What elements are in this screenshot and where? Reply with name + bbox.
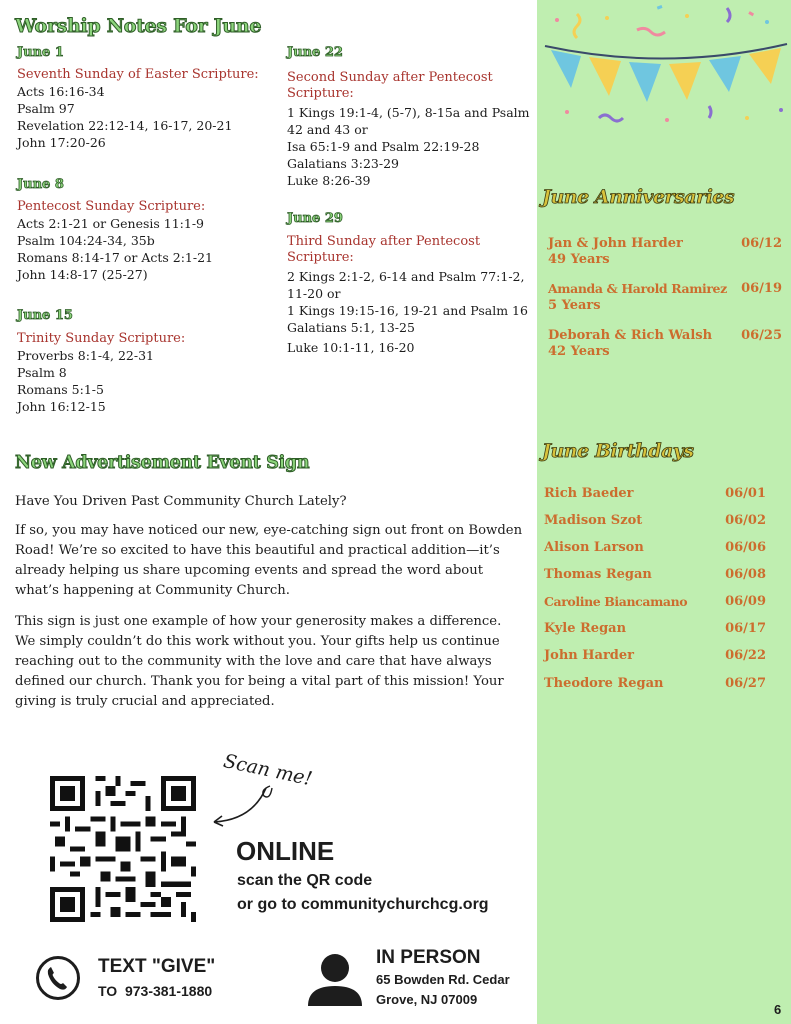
- anniversary-years: 42 Years: [548, 344, 610, 359]
- text-give-number[interactable]: TO 973-381-1880: [98, 983, 213, 999]
- anniversary-date: 06/12: [741, 236, 782, 251]
- birthday-date: 06/02: [725, 513, 766, 528]
- scripture-block-june-22: [287, 70, 537, 189]
- week-date-june-1: June 1: [17, 45, 64, 60]
- qr-code[interactable]: [50, 776, 196, 922]
- anniversary-date: 06/19: [741, 281, 782, 296]
- in-person-address-2: Grove, NJ 07009: [376, 992, 478, 1007]
- person-icon: [306, 950, 364, 1008]
- scripture-block-june-29: [287, 234, 537, 356]
- birthday-name: Kyle Regan: [544, 621, 627, 636]
- birthday-date: 06/01: [725, 486, 766, 501]
- birthday-item: [544, 540, 766, 555]
- scripture-line: John 16:12-15: [17, 399, 106, 414]
- sign-paragraph-1: If so, you may have noticed our new, eye-catching sign out front on Bowden Road! We’re so excited to have this beautiful and practical addition—it’s already helping us share upcoming events and spread the word about what’s happening at Community Church.: [15, 523, 523, 598]
- scripture-line: John 17:20-26: [17, 135, 106, 150]
- anniversary-date: 06/25: [741, 328, 782, 343]
- anniversary-years: 49 Years: [548, 252, 610, 267]
- scripture-line: Proverbs 8:1-4, 22-31: [17, 348, 155, 363]
- birthday-name: Madison Szot: [544, 513, 643, 528]
- birthday-date: 06/08: [725, 567, 766, 582]
- scripture-line: Galatians 5:1, 13-25: [287, 320, 415, 335]
- birthday-name: John Harder: [544, 648, 635, 663]
- curved-arrow-icon: [204, 780, 274, 830]
- sign-paragraph-2: This sign is just one example of how your generosity makes a difference. We simply couldn’t do this work without you. Your gifts help us continue reaching out to the community with the love and care that have always defined our church. Thank you for being a vital part of this mission! Your giving is truly crucial and appreciated.: [15, 614, 504, 709]
- birthday-item: [544, 513, 766, 528]
- scripture-line: 1 Kings 19:15-16, 19-21 and Psalm 16: [287, 303, 528, 318]
- scripture-heading: Trinity Sunday Scripture:: [17, 331, 186, 346]
- birthday-item: [544, 621, 766, 636]
- anniversary-years: 5 Years: [548, 298, 601, 313]
- worship-notes-title: Worship Notes For June: [15, 15, 262, 37]
- anniversaries-title: June Anniversaries: [542, 186, 735, 208]
- birthday-date: 06/06: [725, 540, 766, 555]
- text-give-title: TEXT "GIVE": [98, 956, 216, 977]
- scripture-block-june-1: [17, 67, 279, 151]
- sidebar-panel: [537, 0, 791, 1024]
- anniversary-item: [548, 328, 786, 359]
- scripture-line: 1 Kings 19:1-4, (5-7), 8-15a and Psalm 42 and 43 or: [287, 105, 530, 137]
- phone-icon: [35, 955, 81, 1001]
- birthday-name: Rich Baeder: [544, 486, 634, 501]
- scripture-line: 2 Kings 2:1-2, 6-14 and Psalm 77:1-2, 11-20 or: [287, 269, 525, 301]
- scripture-line: Acts 2:1-21 or Genesis 11:1-9: [17, 216, 205, 231]
- birthday-date: 06/22: [725, 648, 766, 663]
- birthday-name: Theodore Regan: [544, 676, 664, 691]
- birthday-name: Alison Larson: [544, 540, 644, 555]
- birthday-item: [544, 594, 766, 610]
- online-title: ONLINE: [236, 836, 335, 866]
- week-date-june-8: June 8: [17, 177, 64, 192]
- week-date-june-29: June 29: [287, 211, 343, 226]
- birthday-date: 06/27: [725, 676, 766, 691]
- birthday-date: 06/09: [725, 594, 766, 609]
- anniversary-item: [548, 281, 786, 313]
- birthday-item: [544, 648, 766, 663]
- week-date-june-15: June 15: [17, 308, 73, 323]
- anniversary-names: Deborah & Rich Walsh: [548, 328, 713, 343]
- scripture-block-june-8: [17, 199, 279, 283]
- scripture-line: Romans 5:1-5: [17, 382, 104, 397]
- scripture-line: Galatians 3:23-29: [287, 156, 399, 171]
- scripture-line: Acts 16:16-34: [17, 84, 105, 99]
- anniversary-names: Jan & John Harder: [548, 236, 683, 251]
- week-date-june-22: June 22: [287, 45, 343, 60]
- sign-question: Have You Driven Past Community Church Lately?: [15, 494, 347, 509]
- birthday-date: 06/17: [725, 621, 766, 636]
- birthday-name: Caroline Biancamano: [544, 594, 688, 609]
- scripture-line: Revelation 22:12-14, 16-17, 20-21: [17, 118, 233, 133]
- in-person-title: IN PERSON: [376, 947, 481, 968]
- page-number: 6: [774, 1002, 782, 1017]
- scripture-heading: Pentecost Sunday Scripture:: [17, 199, 206, 214]
- scan-me-label: Scan me!: [221, 750, 315, 791]
- scripture-line: Psalm 8: [17, 365, 67, 380]
- scripture-line: Psalm 104:24-34, 35b: [17, 233, 155, 248]
- birthday-item: [544, 676, 766, 691]
- scripture-line: Luke 8:26-39: [287, 173, 371, 188]
- scripture-heading: Seventh Sunday of Easter Scripture:: [17, 67, 259, 82]
- birthday-item: [544, 486, 766, 501]
- birthday-item: [544, 567, 766, 582]
- scripture-line: Luke 10:1-11, 16-20: [287, 340, 415, 355]
- anniversary-names: Amanda & Harold Ramirez: [548, 281, 727, 296]
- scripture-line: John 14:8-17 (25-27): [17, 267, 148, 282]
- in-person-address-1: 65 Bowden Rd. Cedar: [376, 972, 510, 987]
- online-line-1: scan the QR code: [237, 872, 373, 889]
- birthdays-title: June Birthdays: [542, 440, 694, 462]
- birthday-name: Thomas Regan: [544, 567, 652, 582]
- scripture-block-june-15: [17, 331, 279, 415]
- scripture-line: Psalm 97: [17, 101, 75, 116]
- scripture-line: Isa 65:1-9 and Psalm 22:19-28: [287, 139, 480, 154]
- online-website-link[interactable]: or go to communitychurchcg.org: [237, 896, 489, 913]
- scripture-heading: Third Sunday after Pentecost Scripture:: [287, 234, 481, 265]
- scripture-line: Romans 8:14-17 or Acts 2:1-21: [17, 250, 214, 265]
- sign-section-title: New Advertisement Event Sign: [15, 453, 310, 473]
- scripture-heading: Second Sunday after Pentecost Scripture:: [287, 70, 493, 101]
- party-bunting-illustration: [537, 0, 791, 150]
- anniversary-item: [548, 236, 786, 267]
